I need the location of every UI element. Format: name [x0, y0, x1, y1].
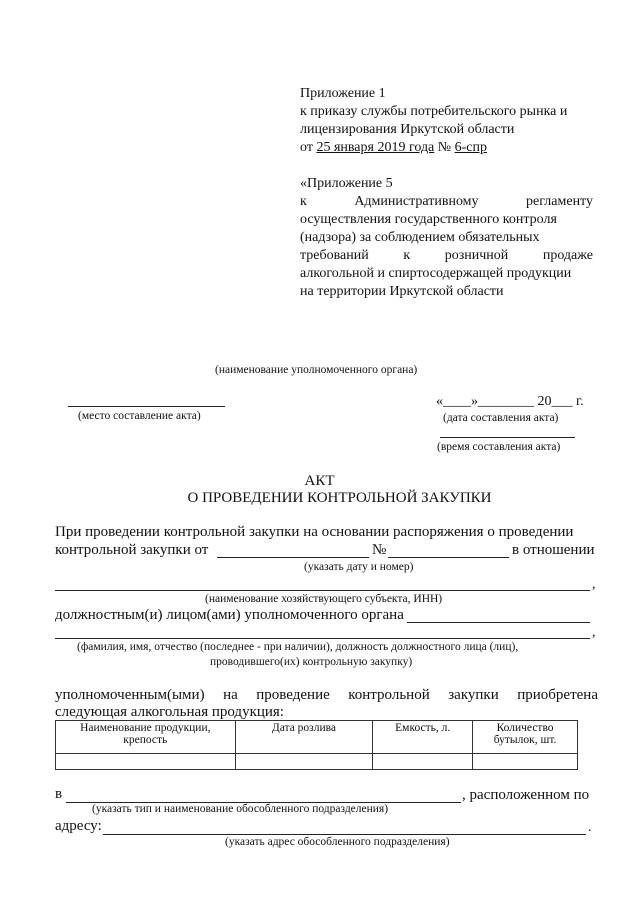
regulation-word: к: [403, 248, 411, 263]
act-subtitle: О ПРОВЕДЕНИИ КОНТРОЛЬНОЙ ЗАКУПКИ: [187, 490, 492, 506]
regulation-line-6: алкогольной и спиртосодержащей продукции: [300, 266, 572, 281]
annex-line-3: лицензирования Иркутской области: [300, 122, 515, 137]
address-caption: (указать адрес обособленного подразделения): [225, 836, 450, 848]
subject-field[interactable]: [55, 590, 590, 591]
order-number-field[interactable]: [388, 557, 509, 558]
annex-line-4: [300, 140, 487, 156]
date-template[interactable]: «____»________ 20___ г.: [436, 394, 584, 409]
place-field-line[interactable]: [68, 406, 225, 407]
date-caption: (дата составления акта): [443, 412, 559, 424]
address-label: адресу:: [55, 818, 102, 834]
subject-caption: (наименование хозяйствующего субъекта, ИНН): [205, 593, 443, 605]
regulation-line-3: осуществления государственного контроля: [300, 212, 557, 227]
officials-label: должностным(и) лицом(ами) уполномоченного органа: [55, 607, 404, 623]
annex-line-2: к приказу службы потребительского рынка и: [300, 104, 568, 119]
order-date-field[interactable]: [217, 557, 369, 558]
order-number-sign: №: [372, 542, 387, 558]
time-caption: (время составления акта): [437, 441, 561, 453]
body-paragraph-2-line-1: [55, 687, 598, 704]
regulation-line-4: (надзора) за соблюдением обязательных: [300, 230, 540, 245]
regulation-word: Административному: [354, 194, 479, 209]
act-title: АКТ: [304, 473, 335, 489]
body-word: приобретена: [517, 687, 598, 703]
period: .: [588, 820, 592, 835]
table-cell[interactable]: [235, 754, 373, 770]
officials-caption-1: (фамилия, имя, отчество (последнее - при наличии), должность должностного лица (лиц),: [77, 641, 519, 653]
table-header-cell: Емкость, л.: [373, 721, 473, 754]
regulation-line-5: [300, 248, 593, 264]
comma: ,: [592, 577, 596, 592]
body-word: контрольной: [348, 687, 430, 703]
table-cell[interactable]: [473, 754, 578, 770]
regulation-word: розничной: [444, 248, 509, 263]
products-table: [55, 720, 578, 770]
regulation-word: к: [300, 194, 307, 209]
regulation-word: регламенту: [526, 194, 593, 209]
annex-number-sign: №: [434, 140, 455, 155]
regulation-word: требований: [300, 248, 369, 263]
annex-date-prefix: от: [300, 140, 317, 155]
officials-field-2[interactable]: [55, 638, 590, 639]
table-header-cell: Дата розлива: [235, 721, 373, 754]
body-paragraph-1-line-2-start: контрольной закупки от: [55, 542, 209, 558]
regulation-line-7: на территории Иркутской области: [300, 284, 504, 299]
body-word: проведение: [256, 687, 330, 703]
subdivision-caption: (указать тип и наименование обособленного подразделения): [92, 803, 389, 815]
table-cell[interactable]: [56, 754, 236, 770]
body-text: При проведении контрольной закупки на основании распоряжения о проведении: [55, 524, 574, 540]
annex-number: 6-спр: [454, 140, 488, 155]
officials-caption-2: проводившего(их) контрольную закупку): [210, 656, 413, 668]
date-number-caption: (указать дату и номер): [304, 561, 414, 573]
authority-caption: (наименование уполномоченного органа): [215, 364, 418, 376]
table-header-cell: Наименование продукции, крепость: [56, 721, 236, 754]
body-paragraph-2-line-2: следующая алкогольная продукция:: [55, 704, 284, 720]
place-caption: (место составление акта): [78, 410, 201, 422]
body-paragraph-1-line-1: [55, 524, 598, 541]
table-header-cell: Количество бутылок, шт.: [473, 721, 578, 754]
located-label: , расположенном по: [462, 787, 590, 803]
time-field-line[interactable]: [440, 437, 575, 438]
address-field[interactable]: [103, 834, 586, 835]
annex-date: 25 января 2019 года: [316, 140, 435, 155]
officials-field-1[interactable]: [407, 622, 590, 623]
body-word: закупки: [448, 687, 499, 703]
table-row[interactable]: [56, 754, 578, 770]
regulation-word: продаже: [542, 248, 593, 263]
in-relation-label: в отношении: [512, 542, 595, 558]
table-header-row: [56, 721, 578, 754]
regulation-line-1: «Приложение 5: [300, 176, 393, 191]
regulation-line-2: [300, 194, 593, 210]
annex-line-1: Приложение 1: [300, 86, 386, 101]
comma: ,: [592, 625, 596, 640]
table-cell[interactable]: [373, 754, 473, 770]
in-label: в: [55, 786, 63, 802]
body-word: уполномоченным(ыми): [55, 687, 205, 703]
body-word: на: [223, 687, 238, 703]
